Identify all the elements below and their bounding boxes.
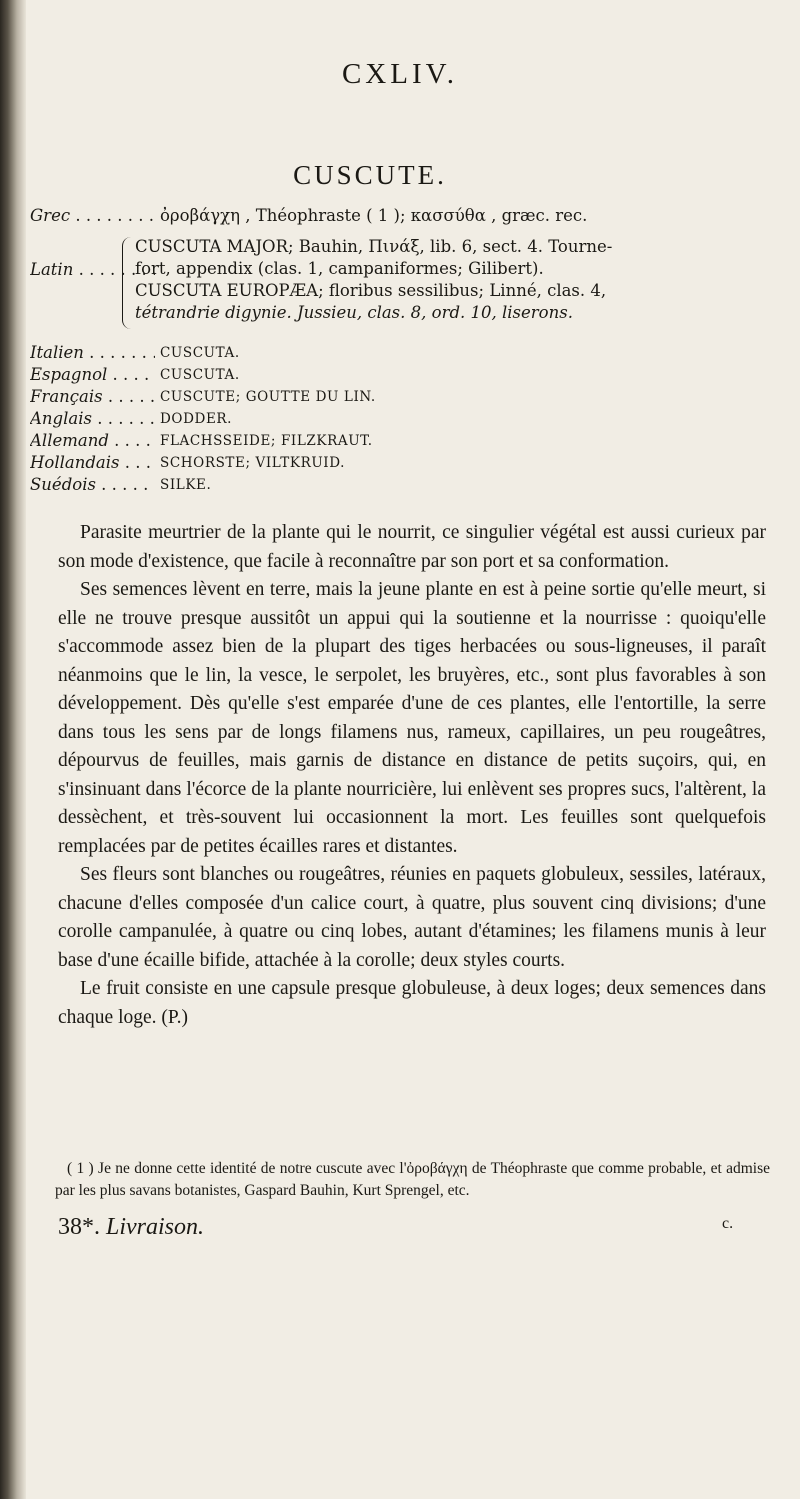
paragraph: Ses semences lèvent en terre, mais la jeune plante en est à peine sortie qu'elle meurt, si elle ne trouve presque aussitôt un appui qui la soutienne et la nourrisse : quoiqu'elle s'accommode assez bien de la plupart des tiges herbacées ou sous-ligneuses, il paraît néanmoins que le lin, la vesce, le serpolet, les bruyères, etc., sont plus favorables à son développement. Dès qu'elle s'est emparée d'une de ces plantes, elle l'entortille, la serre dans tous les sens par de longs filamens nus, rameux, capillaires, un peu rougeâtres, dépourvus de feuilles, mais garnis de distance en distance de petits suçoirs, qui, en s'insinuant dans l'écorce de la plante nourricière, lui enlèvent ses propres sucs, l'altèrent, la dessèchent, et très-souvent lui occasionnent la mort. Les feuilles sont quelquefois remplacées par de petites écailles rares et distantes.	[58, 579, 766, 857]
livraison-number: 38*.	[58, 1214, 100, 1240]
synonym-value: FLACHSSEIDE; FILZKRAUT.	[160, 433, 373, 449]
synonym-value: SCHORSTE; VILTKRUID.	[160, 455, 346, 471]
synonym-lang: Latin . . .	[30, 259, 155, 281]
synonym-lang: Grec . . .	[30, 205, 155, 227]
paragraph: Parasite meurtrier de la plante qui le nourrit, ce singulier végétal est aussi curieux par son mode d'existence, que facile à reconnaître par son port et sa conformation.	[58, 522, 766, 572]
synonym-lang: Italien . . .	[30, 342, 155, 364]
signature-line	[58, 1214, 204, 1241]
synonym-lang: Français . . .	[30, 386, 155, 408]
footnote	[55, 1158, 770, 1202]
footnote-text: ( 1 ) Je ne donne cette identité de notre cuscute avec l'ὀροβάγχη de Théophraste que comme probable, et admise par les plus savans botanistes, Gaspard Bauhin, Kurt Sprengel, etc.	[55, 1160, 770, 1199]
latin-line: CUSCUTA MAJOR; Bauhin, Πινάξ, lib. 6, sect. 4. Tourne-	[135, 237, 613, 256]
synonym-value: SILKE.	[160, 477, 212, 493]
plate-number: CXLIV.	[341, 58, 459, 90]
synonym-lang: Suédois . . .	[30, 474, 155, 496]
synonym-lang: Allemand . . .	[30, 430, 155, 452]
paragraph: Le fruit consiste en une capsule presque globuleuse, à deux loges; deux semences dans chaque loge. (P.)	[58, 978, 766, 1028]
latin-line: CUSCUTA EUROPÆA; floribus sessilibus; Linné, clas. 4,	[135, 281, 607, 300]
synonym-lang: Hollandais . . .	[30, 452, 155, 474]
synonym-value: ὀροβάγχη , Théophraste ( 1 ); κασσύθα , græc. rec.	[160, 206, 588, 225]
page-title: CUSCUTE.	[293, 160, 447, 190]
synonym-value: CUSCUTE; GOUTTE DU LIN.	[160, 389, 376, 405]
synonym-lang: Anglais . . .	[30, 408, 155, 430]
body-text	[58, 519, 766, 1032]
latin-brace	[122, 237, 131, 329]
livraison-label: Livraison.	[106, 1214, 205, 1240]
synonym-value: CUSCUTA.	[160, 345, 240, 361]
paragraph: Ses fleurs sont blanches ou rougeâtres, réunies en paquets globuleux, sessiles, latéraux, chacune d'elles composée d'un calice court, à quatre, plus souvent cinq divisions; d'une corolle campanulée, à quatre ou cinq lobes, autant d'étamines; les filamens munis à leur base d'une écaille bifide, attachée à la corolle; deux styles courts.	[58, 864, 766, 971]
synonym-value: DODDER.	[160, 411, 233, 427]
synonym-lang: Espagnol . . .	[30, 364, 155, 386]
signature-letter: c.	[722, 1215, 734, 1232]
synonym-value: CUSCUTA.	[160, 367, 240, 383]
latin-line: fort, appendix (clas. 1, campaniformes; Gilibert).	[135, 259, 544, 278]
latin-line: tétrandrie digynie. Jussieu, clas. 8, ord. 10, liserons.	[135, 303, 573, 322]
